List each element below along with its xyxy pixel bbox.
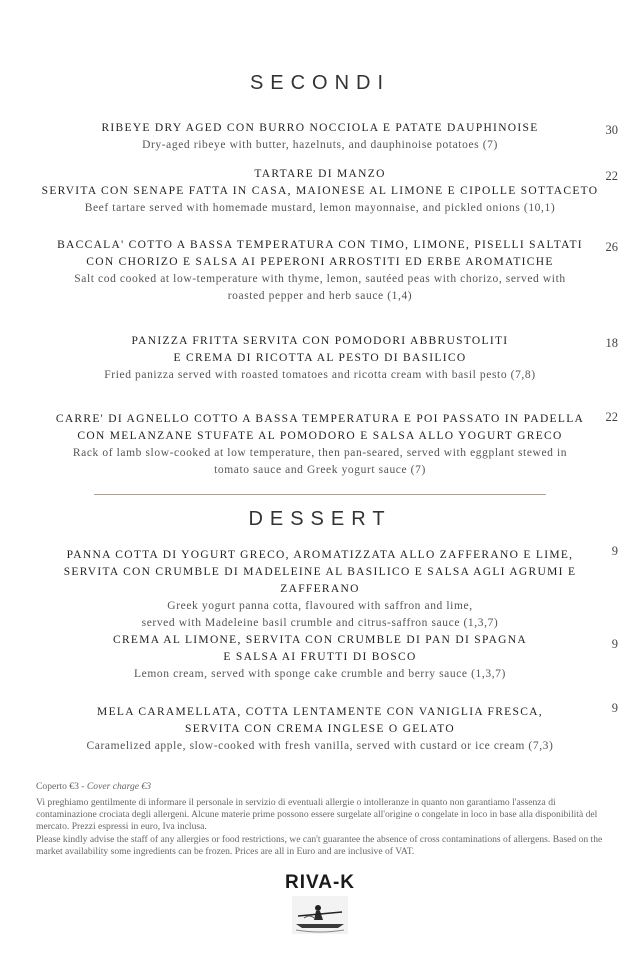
- dish-price: 9: [611, 701, 618, 715]
- dish-desc-en: Greek yogurt panna cotta, flavoured with saffron and lime,: [167, 600, 473, 612]
- menu-item: [40, 237, 600, 305]
- dish-name-it: PANIZZA FRITTA SERVITA CON POMODORI ABBRUSTOLITI: [131, 335, 509, 347]
- dish-name-it: SERVITA CON CRUMBLE DI MADELEINE AL BASILICO E SALSA AGLI AGRUMI E ZAFFERANO: [63, 566, 577, 595]
- dish-price: 9: [611, 544, 618, 558]
- dish-name-it: E SALSA AI FRUTTI DI BOSCO: [223, 651, 417, 663]
- dish-desc-en: Dry-aged ribeye with butter, hazelnuts, and dauphinoise potatoes (7): [142, 139, 498, 151]
- dish-desc-en: Salt cod cooked at low-temperature with thyme, lemon, sautéed peas with chorizo, served with: [74, 273, 566, 285]
- dish-name-it: CON MELANZANE STUFATE AL POMODORO E SALSA ALLO YOGURT GRECO: [77, 430, 563, 442]
- dish-name-it: BACCALA' COTTO A BASSA TEMPERATURA CON TIMO, LIMONE, PISELLI SALTATI: [57, 239, 583, 251]
- dish-name-it: PANNA COTTA DI YOGURT GRECO, AROMATIZZATA ALLO ZAFFERANO E LIME,: [66, 549, 574, 561]
- dish-name-it: RIBEYE DRY AGED CON BURRO NOCCIOLA E PATATE DAUPHINOISE: [101, 122, 539, 134]
- dish-name-it: CREMA AL LIMONE, SERVITA CON CRUMBLE DI PAN DI SPAGNA: [112, 634, 528, 646]
- dish-name-it: CARRE' DI AGNELLO COTTO A BASSA TEMPERATURA E POI PASSATO IN PADELLA: [55, 413, 585, 425]
- menu-item: [40, 632, 600, 683]
- section-divider: [94, 494, 546, 495]
- dish-name-it: SERVITA CON CREMA INGLESE O GELATO: [185, 723, 455, 735]
- dish-name-it: TARTARE DI MANZO: [254, 168, 386, 180]
- logo-text: RIVA-K: [284, 872, 356, 893]
- dish-desc-en: Fried panizza served with roasted tomatoes and ricotta cream with basil pesto (7,8): [104, 369, 536, 381]
- dish-price: 30: [605, 123, 618, 137]
- menu-item: [40, 547, 600, 632]
- dish-desc-en: Rack of lamb slow-cooked at low temperature, then pan-seared, served with eggplant stewed in: [72, 447, 568, 459]
- cover-charge: [36, 781, 606, 793]
- dessert-title: DESSERT: [248, 508, 392, 530]
- dish-price: 18: [605, 336, 618, 350]
- dish-price: 26: [605, 240, 618, 254]
- dish-desc-en: Beef tartare served with homemade mustard, lemon mayonnaise, and pickled onions (10,1): [84, 202, 556, 214]
- dish-price: 22: [605, 169, 618, 183]
- dish-desc-en: roasted pepper and herb sauce (1,4): [227, 290, 413, 302]
- dish-desc-en: Lemon cream, served with sponge cake crumble and berry sauce (1,3,7): [134, 668, 506, 680]
- menu-item: [40, 411, 600, 479]
- allergen-notice-it: Vi preghiamo gentilmente di informare il personale in servizio di eventuali allergie o intolleranze in quanto non garantiamo l'assenza di contaminazione crociata degli allergeni. Alcune materie prime possono essere surgelate all'origine o congelate in loco in base alla disponibilità del mercato. Prezzi espressi in euro, Iva inclusa.: [36, 797, 598, 832]
- menu-item: [40, 333, 600, 384]
- secondi-title: SECONDI: [249, 72, 391, 94]
- cover-charge-en: Cover charge €3: [86, 781, 152, 792]
- allergen-notice-en: Please kindly advise the staff of any allergies or food restrictions, we can't guarantee the absence of cross contaminations of allergens. Based on the market availability some ingredients can be frozen. Prices are all in Euro and are inclusive of VAT.: [36, 834, 603, 857]
- dish-name-it: MELA CARAMELLATA, COTTA LENTAMENTE CON VANIGLIA FRESCA,: [97, 706, 543, 718]
- dish-desc-en: tomato sauce and Greek yogurt sauce (7): [214, 464, 426, 476]
- dish-price: 22: [605, 410, 618, 424]
- menu-item: [40, 166, 600, 217]
- dish-name-it: E CREMA DI RICOTTA AL PESTO DI BASILICO: [173, 352, 467, 364]
- dish-price: 9: [611, 637, 618, 651]
- menu-item: [40, 704, 600, 755]
- logo: [270, 872, 370, 936]
- menu-item: [40, 120, 600, 154]
- dish-name-it: CON CHORIZO E SALSA AI PEPERONI ARROSTITI ED ERBE AROMATICHE: [86, 256, 554, 268]
- cover-charge-it: Coperto €3 -: [36, 781, 87, 792]
- dish-desc-en: Caramelized apple, slow-cooked with fresh vanilla, served with custard or ice cream (7,3): [86, 740, 554, 752]
- dish-desc-en: served with Madeleine basil crumble and citrus-saffron sauce (1,3,7): [141, 617, 499, 629]
- dish-name-it: SERVITA CON SENAPE FATTA IN CASA, MAIONESE AL LIMONE E CIPOLLE SOTTACETO: [41, 185, 599, 197]
- rower-boat-logo-icon: [290, 894, 350, 936]
